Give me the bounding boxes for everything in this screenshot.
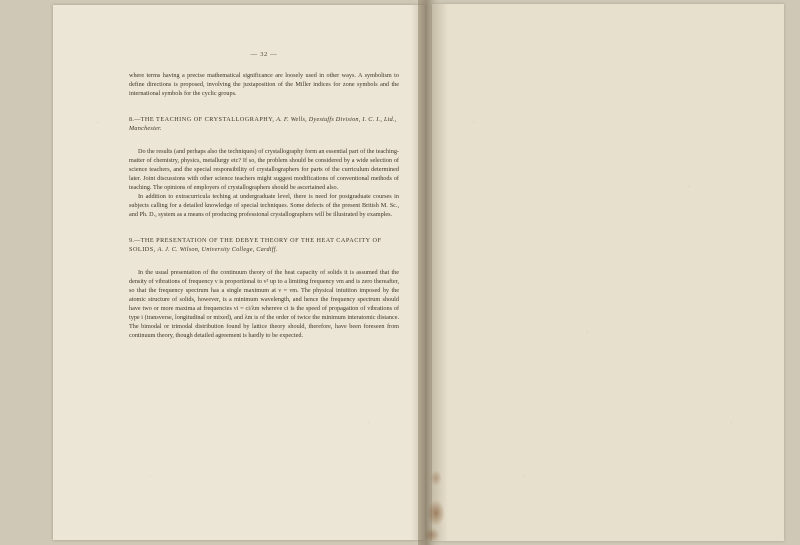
paper-texture: [432, 4, 784, 541]
section-heading-8: [129, 115, 399, 133]
section-number: 8.—: [129, 116, 141, 124]
page-text-column: [129, 50, 399, 340]
page-number: — 32 —: [250, 51, 278, 58]
section-author: A. J. C. Wilson,: [157, 246, 200, 254]
section-affiliation: Dyestuffs Division, I. C. I., Ltd., Manchester.: [129, 116, 397, 133]
section-title: THE PRESENTATION OF THE DEBYE THEORY OF THE HEAT CAPACITY OF SOLIDS,: [129, 237, 382, 254]
section-author: A. F. Wells,: [276, 116, 307, 124]
section-number: 9.—: [129, 237, 141, 245]
right-page-blank: [432, 4, 784, 541]
section-heading-9: [129, 236, 399, 254]
left-page: [53, 5, 425, 540]
section-title: THE TEACHING OF CRYSTALLOGRAPHY,: [140, 116, 275, 124]
section-8-paragraph-1: Do the results (and perhaps also the techniques) of crystallography form an essential part of the teaching-matter of chemistry, physics, metallurgy etc? If so, the problem should be considered by a wide selection of science teachers, and the special responsibility of crystallographers for parts of the curriculum determined later. Joint discussions with other science teachers might suggest modifications of conventional methods of teaching. The opinions of employers of crystallographers should be ascertained also.: [129, 147, 399, 191]
section-8-paragraph-2: In addition to extracurricula teching at undergraduate level, there is need for postgraduate courses in subjects calling for a detailed knowledge of special techniques. Some defects of the present British M. Sc., and Ph. D., system as a means of producing professional crystallographers will be illustrated by examples.: [129, 193, 399, 219]
paragraph-continued: where terms having a precise mathematical significance are loosely used in other ways. A symbolism to define directions is proposed, involving the juxtaposition of the Miller indices for zone symbols and the international symbols for the cyclic groups.: [129, 72, 399, 98]
section-9-paragraph-1: In the usual presentation of the continuum theory of the heat capacity of solids it is assumed that the density of vibrations of frequency ν is proportional to ν² up to a limiting frequency νm and is zero thereafter, so that the frequency spectrum has a single maximum at ν = νm. The physical intuition imposed by the atomic structure of solids, however, is a minimum wavelength, and hence the frequency spectrum should have two or more maxima at frequencies νi = ci/λm whereve ci is the speed of propagation of vibrations of type i (transverse, longitudinal or mixed), and λm is of the order of twice the minimum interatomic distance. The bimodal or trimodal distribution found by lattice theory should, therefore, have been foreseen from continuum theory, though detailed agreement is hardly to be expected.: [129, 268, 399, 340]
section-affiliation: University College, Cardiff.: [201, 246, 278, 254]
